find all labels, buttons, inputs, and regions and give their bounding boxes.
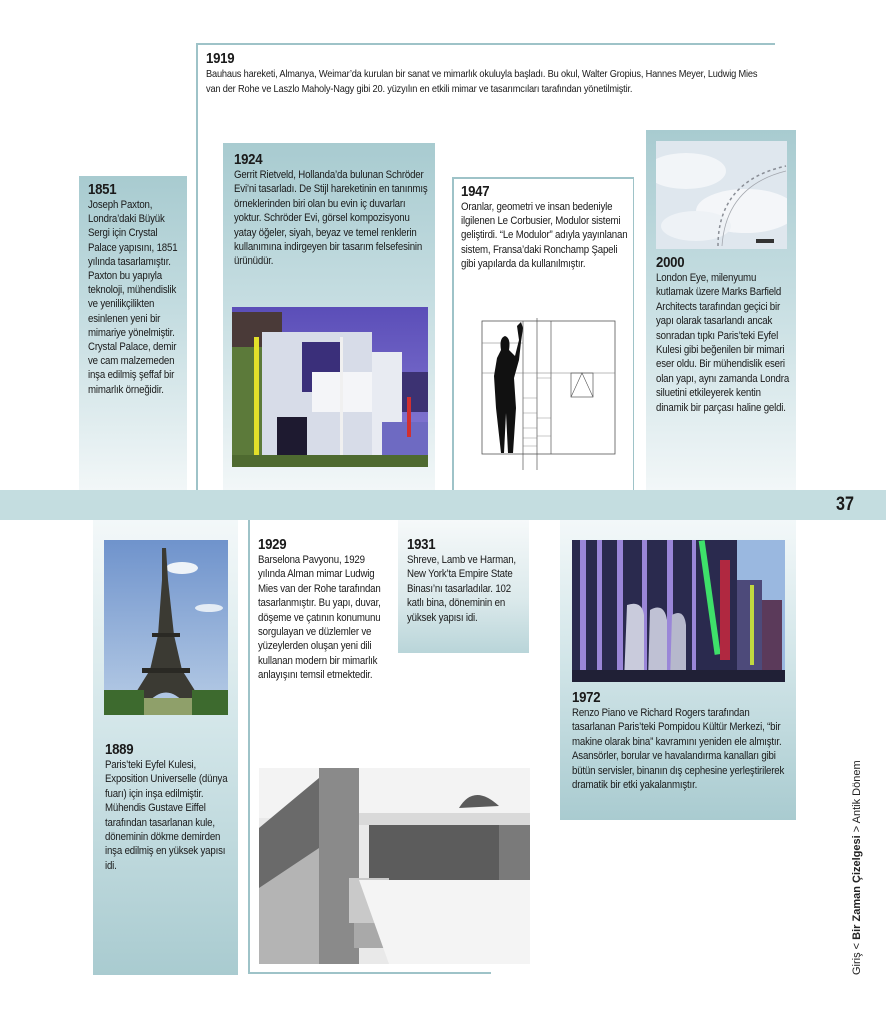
- eiffel-tower-photo: [104, 540, 228, 715]
- text-1889: Paris’teki Eyfel Kulesi, Exposition Universelle (dünya fuarı) için inşa edilmiştir. Mühendis Gustave Eiffel tarafından tasarlanan kule, döneminin dökme demirden inşa edilmiş en yüksek yapısı idi.: [105, 759, 228, 872]
- pompidou-photo: [572, 540, 785, 682]
- schroder-house-image: [232, 307, 428, 467]
- entry-1929: [258, 537, 398, 683]
- year-1851: 1851: [88, 181, 117, 198]
- text-1947: Oranlar, geometri ve insan bedeniyle ilgilenen Le Corbusier, Modulor sistemi geliştirdi. “Le Modulor” adıyla yayınlanan sistem, Fransa’daki Ronchamp Şapeli gibi yapılarda da kullanılmıştır.: [461, 201, 628, 270]
- breadcrumb-current: Bir Zaman Çizelgesi: [851, 835, 863, 940]
- entry-2000-text: [656, 255, 796, 415]
- breadcrumb: [850, 760, 864, 975]
- year-1889: 1889: [105, 741, 134, 758]
- schroder-house-photo: [232, 307, 428, 467]
- eiffel-tower-image: [104, 540, 228, 715]
- entry-1889-text: [105, 742, 240, 873]
- year-1929: 1929: [258, 536, 287, 553]
- timeline-band: [0, 490, 886, 520]
- year-2000: 2000: [656, 254, 685, 271]
- breadcrumb-suffix[interactable]: > Antik Dönem: [851, 760, 863, 836]
- barcelona-pavilion-image: [259, 768, 530, 964]
- modulor-diagram: [481, 318, 616, 473]
- year-1947: 1947: [461, 183, 490, 200]
- page-number: 37: [836, 494, 854, 515]
- year-1931: 1931: [407, 536, 436, 553]
- year-1972: 1972: [572, 689, 601, 706]
- pompidou-image: [572, 540, 785, 682]
- year-1919: 1919: [206, 50, 235, 67]
- text-1924: Gerrit Rietveld, Hollanda’da bulunan Schröder Evi’ni tasarladı. De Stijl hareketinin en tanınmış örneklerinden biri olan bu evin iç duvarları yoktur. Schröder Evi, görsel kompozisyonu yatay öğeler, siyah, beyaz ve temel renklerin kullanımına indirgeyen bir tasarım felsefesinin ürünüdür.: [234, 169, 428, 268]
- entry-1947: [461, 184, 636, 271]
- london-eye-photo: [656, 141, 787, 249]
- text-1919: Bauhaus hareketi, Almanya, Weimar’da kurulan bir sanat ve mimarlık okuluyla başladı. Bu okul, Walter Gropius, Hannes Meyer, Ludwig Mies van der Rohe ve Laszlo Maholy-Nagy gibi 20. yüzyılın en etkili mimar ve tasarımcıları tarafından yönetilmiştir.: [206, 68, 758, 95]
- entry-1851: [79, 176, 187, 490]
- entry-1972-text: [572, 690, 792, 792]
- text-1972: Renzo Piano ve Richard Rogers tarafından tasarlanan Paris’teki Pompidou Kültür Merkezi, “bir makine olarak bina” kavramını yeniden ele almıştır. Asansörler, borular ve havalandırma kanalları gibi bütün servisler, binanın dış cephesine yerleştirilerek dramatik bir etki yakalanmıştır.: [572, 707, 785, 792]
- breadcrumb-prefix[interactable]: Giriş <: [851, 939, 863, 975]
- barcelona-pavilion-photo: [259, 768, 530, 964]
- text-2000: London Eye, milenyumu kutlamak üzere Marks Barfield Architects tarafından geçici bir yapı olarak tasarlandı ancak sonradan tıpkı Paris’teki Eyfel Kulesi gibi beğenilen bir mimari eser oldu. Bir mühendislik eseri olan yapı, aynı zamanda Londra siluetini etkileyerek kentin dinamik bir parçası haline geldi.: [656, 272, 790, 414]
- modulor-image: [481, 318, 616, 473]
- entry-1919: [206, 51, 786, 97]
- text-1931: Shreve, Lamb ve Harman, New York’ta Empire State Binası’nı tasarladılar. 102 katlı bina, döneminin en yüksek yapısı idi.: [407, 554, 516, 624]
- text-1851: Joseph Paxton, Londra’daki Büyük Sergi için Crystal Palace yapısını, 1851 yılında tasarlamıştır. Paxton bu yapıyla teknoloji, mühendislik ve yenilikçilikten esinlenen yeni bir mimariye yönelmiştir. Crystal Palace, demir ve cam malzemeden inşa edilmiş şeffaf bir mimarlık örneğidir.: [88, 199, 178, 396]
- year-1924: 1924: [234, 151, 263, 168]
- text-1929: Barselona Pavyonu, 1929 yılında Alman mimar Ludwig Mies van der Rohe tarafından tasarlanmıştır. Bu yapı, duvar, döşeme ve çatının konumunu sorgulayan ve düzlemler ve yüzeylerden oluşan yeni dili kullanan modern bir mimarlık anlayışını temsil etmektedir.: [258, 554, 381, 682]
- london-eye-image: [656, 141, 787, 249]
- entry-1931: [398, 520, 529, 653]
